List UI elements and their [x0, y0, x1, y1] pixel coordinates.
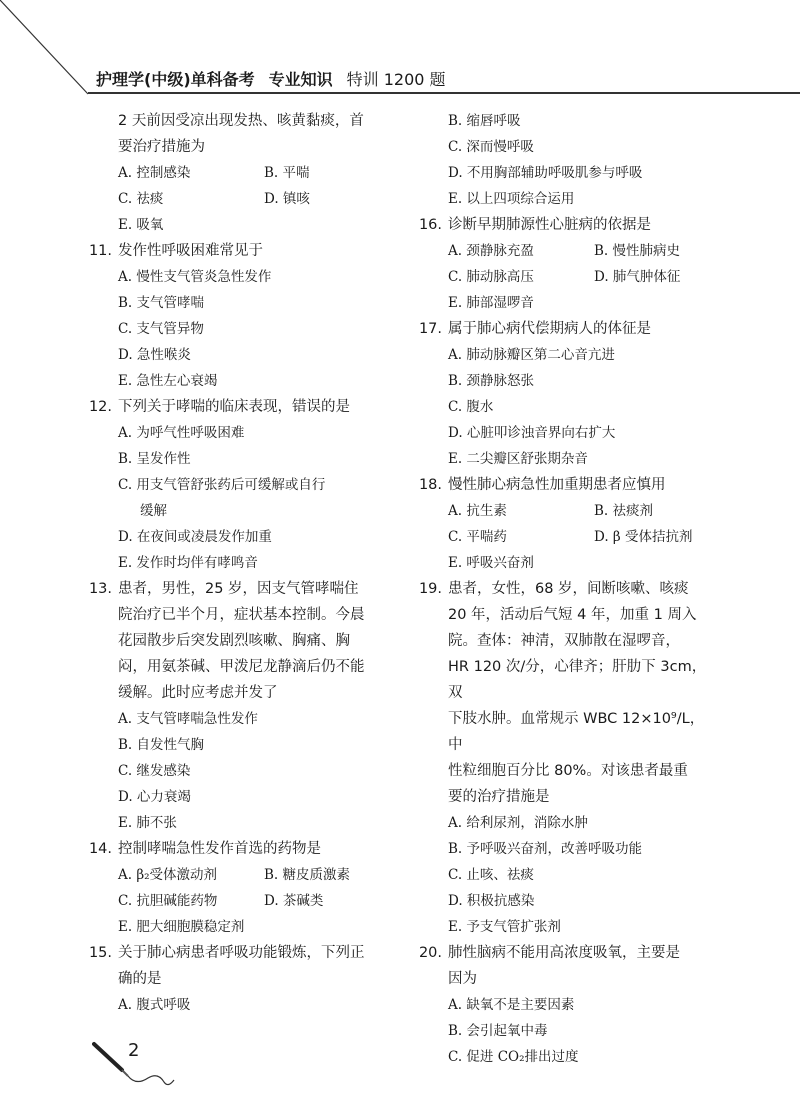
- option: C. 平喘药: [448, 529, 507, 545]
- option: A. 缺氧不是主要因素: [448, 997, 575, 1013]
- question-number: 19.: [418, 581, 442, 597]
- option: D. 心脏叩诊浊音界向右扩大: [448, 425, 616, 441]
- question-text: 关于肺心病患者呼吸功能锻炼，下列正: [118, 945, 365, 961]
- option: D. 积极抗感染: [448, 893, 535, 909]
- option: B. 平喘: [264, 165, 310, 181]
- option: E. 吸氧: [118, 217, 164, 233]
- option: E. 肺部湿啰音: [448, 295, 534, 311]
- question-text: 要的治疗措施是: [448, 789, 550, 805]
- question-18: [412, 472, 712, 498]
- option: A. 支气管哮喘急性发作: [118, 711, 258, 727]
- option: B. 糖皮质激素: [264, 867, 351, 883]
- option: A. 慢性支气管炎急性发作: [118, 269, 272, 285]
- option: D. 急性喉炎: [118, 347, 191, 363]
- option: D. 心力衰竭: [118, 789, 191, 805]
- option: B. 支气管哮喘: [118, 295, 205, 311]
- question-14: [82, 836, 392, 862]
- option: D. 镇咳: [264, 191, 310, 207]
- option: A. 为呼气性呼吸困难: [118, 425, 245, 441]
- question-number: 12.: [88, 399, 112, 415]
- option: C. 腹水: [448, 399, 494, 415]
- option: E. 二尖瓣区舒张期杂音: [448, 451, 588, 467]
- option: E. 予支气管扩张剂: [448, 919, 561, 935]
- question-text: 患者，女性，68 岁，间断咳嗽、咳痰: [448, 581, 689, 597]
- option: B. 慢性肺病史: [594, 243, 681, 259]
- option: A. 肺动脉瓣区第二心音亢进: [448, 347, 615, 363]
- question-number: 17.: [418, 321, 442, 337]
- option: A. 腹式呼吸: [118, 997, 191, 1013]
- question-number: 14.: [88, 841, 112, 857]
- option: D. 不用胸部辅助呼吸肌参与呼吸: [448, 165, 643, 181]
- question-text: 下列关于哮喘的临床表现，错误的是: [118, 399, 350, 415]
- question-text: 院。查体：神清，双肺散在湿啰音，: [448, 633, 680, 649]
- option: C. 祛痰: [118, 191, 164, 207]
- question-number: 18.: [418, 477, 442, 493]
- page-footer: [92, 1040, 212, 1090]
- option: E. 呼吸兴奋剂: [448, 555, 534, 571]
- question-text: 要治疗措施为: [118, 139, 205, 155]
- question-number: 20.: [418, 945, 442, 961]
- question-15: [82, 940, 392, 966]
- question-12: [82, 394, 392, 420]
- question-11: [82, 238, 392, 264]
- question-text: 20 年，活动后气短 4 年，加重 1 周入: [448, 607, 697, 623]
- question-text: 性粒细胞百分比 80%。对该患者最重: [448, 763, 688, 779]
- option: A. β₂受体激动剂: [118, 867, 218, 883]
- section-title: 专业知识: [268, 70, 333, 89]
- option: C. 促进 CO₂排出过度: [448, 1049, 579, 1065]
- question-text: 属于肺心病代偿期病人的体征是: [448, 321, 651, 337]
- question-20: [412, 940, 712, 966]
- question-number: 13.: [88, 581, 112, 597]
- option: D. 肺气肿体征: [594, 269, 681, 285]
- option: D. β 受体拮抗剂: [594, 529, 693, 545]
- option: 缓解: [140, 503, 167, 519]
- option: E. 以上四项综合运用: [448, 191, 575, 207]
- option: E. 急性左心衰竭: [118, 373, 218, 389]
- option: B. 缩唇呼吸: [448, 113, 521, 129]
- question-number: 16.: [418, 217, 442, 233]
- question-text: 确的是: [118, 971, 162, 987]
- question-text: 患者，男性，25 岁，因支气管哮喘住: [118, 581, 359, 597]
- option: B. 呈发作性: [118, 451, 191, 467]
- question-text: 发作性呼吸困难常见于: [118, 243, 263, 259]
- question-text: 下肢水肿。血常规示 WBC 12×10⁹/L，中: [448, 711, 705, 753]
- book-title: 护理学(中级)单科备考: [96, 70, 255, 89]
- option: A. 抗生素: [448, 503, 507, 519]
- option: B. 会引起氧中毒: [448, 1023, 548, 1039]
- pen-icon: [92, 1040, 212, 1090]
- page-header: [88, 62, 800, 94]
- page-number: 2: [128, 1040, 140, 1061]
- question-13: [82, 576, 392, 602]
- question-text: 花园散步后突发剧烈咳嗽、胸痛、胸: [118, 633, 350, 649]
- option: E. 肥大细胞膜稳定剂: [118, 919, 245, 935]
- question-text: 缓解。此时应考虑并发了: [118, 685, 278, 701]
- question-number: 11.: [88, 243, 112, 259]
- option: A. 颈静脉充盈: [448, 243, 534, 259]
- option: C. 抗胆碱能药物: [118, 893, 218, 909]
- option: C. 肺动脉高压: [448, 269, 534, 285]
- option: A. 控制感染: [118, 165, 191, 181]
- left-column: [82, 108, 392, 1018]
- option: C. 继发感染: [118, 763, 191, 779]
- question-text: 慢性肺心病急性加重期患者应慎用: [448, 477, 666, 493]
- question-19: [412, 576, 712, 602]
- question-16: [412, 212, 712, 238]
- option: D. 茶碱类: [264, 893, 324, 909]
- question-text: 控制哮喘急性发作首选的药物是: [118, 841, 321, 857]
- option: C. 止咳、祛痰: [448, 867, 534, 883]
- question-text: 肺性脑病不能用高浓度吸氧，主要是: [448, 945, 680, 961]
- question-text: 2 天前因受凉出现发热、咳黄黏痰，首: [118, 113, 364, 129]
- option: B. 予呼吸兴奋剂，改善呼吸功能: [448, 841, 643, 857]
- question-text: HR 120 次/分，心律齐；肝肋下 3cm，双: [448, 659, 707, 701]
- option: B. 颈静脉怒张: [448, 373, 535, 389]
- question-17: [412, 316, 712, 342]
- question-number: 15.: [88, 945, 112, 961]
- option: A. 给利尿剂，消除水肿: [448, 815, 588, 831]
- option: B. 祛痰剂: [594, 503, 654, 519]
- option: C. 用支气管舒张药后可缓解或自行: [118, 477, 326, 493]
- option: E. 发作时均伴有哮鸣音: [118, 555, 258, 571]
- question-text: 院治疗已半个月，症状基本控制。今晨: [118, 607, 365, 623]
- option: E. 肺不张: [118, 815, 177, 831]
- option: C. 深而慢呼吸: [448, 139, 534, 155]
- option: C. 支气管异物: [118, 321, 204, 337]
- option: B. 自发性气胸: [118, 737, 205, 753]
- question-text: 闷，用氨茶碱、甲泼尼龙静滴后仍不能: [118, 659, 365, 675]
- question-text: 因为: [448, 971, 477, 987]
- right-column: [412, 108, 712, 1070]
- subtitle: 特训 1200 题: [346, 70, 446, 89]
- option: D. 在夜间或凌晨发作加重: [118, 529, 272, 545]
- question-text: 诊断早期肺源性心脏病的依据是: [448, 217, 651, 233]
